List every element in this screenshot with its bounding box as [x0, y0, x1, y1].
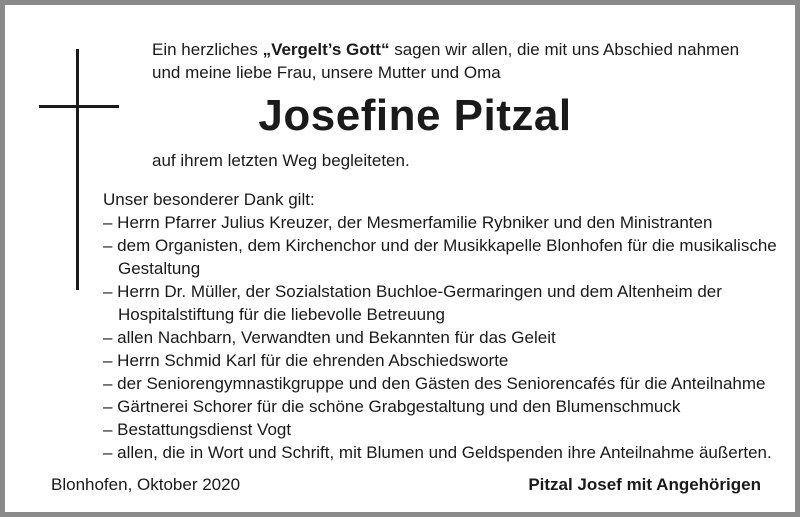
list-item: – dem Organisten, dem Kirchenchor und der Musikkapelle Blonhofen für die musikalische Gestaltung — [103, 236, 777, 278]
list-item: – Herrn Schmid Karl für die ehrenden Abschiedsworte — [103, 351, 509, 370]
intro-emphasis: „Vergelt’s Gott“ — [262, 40, 390, 59]
thanks-heading: Unser besonderer Dank gilt: — [103, 190, 315, 209]
thanks-list — [103, 211, 783, 464]
place-date: Blonhofen, Oktober 2020 — [51, 475, 241, 494]
intro-text — [152, 38, 792, 84]
after-name-text: auf ihrem letzten Weg begleiteten. — [152, 151, 410, 170]
signature: Pitzal Josef mit Angehörigen — [528, 475, 761, 494]
intro-line-1: Ein herzliches „Vergelt’s Gott“ sagen wir allen, die mit uns Abschied nahmen — [152, 40, 740, 59]
list-item: – Herrn Pfarrer Julius Kreuzer, der Mesmerfamilie Rybniker und den Ministranten — [103, 213, 713, 232]
list-item: – allen, die in Wort und Schrift, mit Blumen und Geldspenden ihre Anteilnahme äußerten. — [103, 443, 772, 462]
list-item: – allen Nachbarn, Verwandten und Bekannten für das Geleit — [103, 328, 556, 347]
list-item: – der Seniorengymnastikgruppe und den Gästen des Seniorencafés für die Anteilnahme — [103, 374, 766, 393]
list-item: – Gärtnerei Schorer für die schöne Grabgestaltung und den Blumenschmuck — [103, 397, 681, 416]
deceased-name: Josefine Pitzal — [258, 91, 572, 140]
thanks-section — [103, 188, 783, 464]
intro-line-2: und meine liebe Frau, unsere Mutter und Oma — [152, 63, 501, 82]
list-item: – Herrn Dr. Müller, der Sozialstation Buchloe-Germaringen und dem Altenheim der Hospitalstiftung für die liebevolle Betreuung — [103, 282, 722, 324]
list-item: – Bestattungsdienst Vogt — [103, 420, 292, 439]
